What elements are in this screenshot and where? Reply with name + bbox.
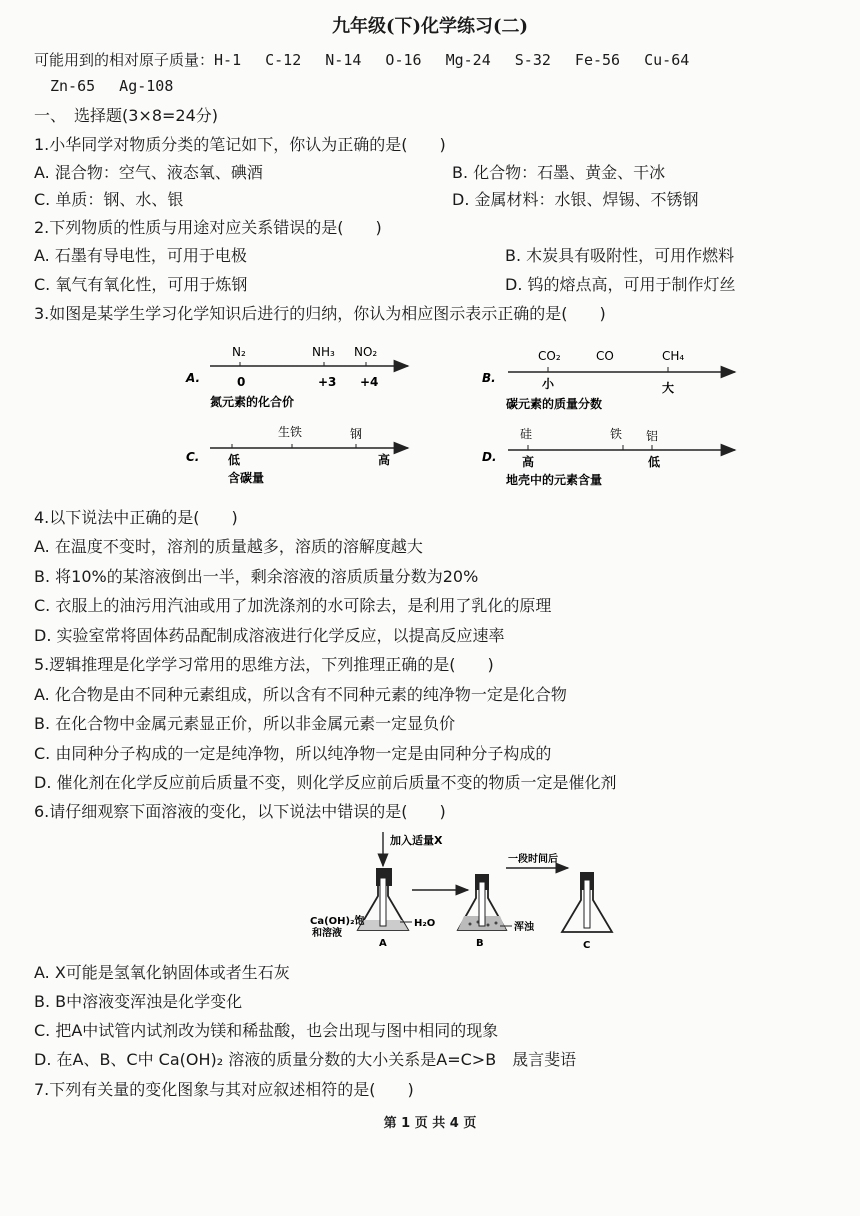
q1-option-b: B. 化合物：石墨、黄金、干冰 [452, 163, 666, 182]
add-reagent-label: 加入适量X [390, 834, 443, 847]
q4-option-d: D. 实验室常将固体药品配制成溶液进行化学反应，以提高反应速率 [34, 626, 505, 645]
q2-option-b: B. 木炭具有吸附性，可用作燃料 [505, 246, 735, 265]
time-label: 一段时间后 [508, 854, 558, 865]
fig-d-top-label: 铝 [646, 429, 659, 443]
fig-c-bottom-label: 高 [378, 453, 391, 467]
flask-b-label: B [476, 938, 484, 949]
q5-option-c: C. 由同种分子构成的一定是纯净物，所以纯净物一定是由同种分子构成的 [34, 744, 552, 763]
q1-option-a: A. 混合物：空气、液态氧、碘酒 [34, 163, 263, 182]
fig-d-top-label: 硅 [520, 427, 533, 441]
fig-d-bottom-label: 高 [522, 455, 535, 469]
q2-option-a: A. 石墨有导电性，可用于电极 [34, 246, 247, 265]
fig-c-letter: C. [186, 450, 200, 464]
q5-option-a: A. 化合物是由不同种元素组成，所以含有不同种元素的纯净物一定是化合物 [34, 685, 567, 704]
fig-a-top-label: NH₃ [312, 345, 335, 359]
flask-a-label: A [379, 938, 387, 949]
q6-option-c: C. 把A中试管内试剂改为镁和稀盐酸，也会出现与图中相同的现象 [34, 1021, 499, 1040]
q1-option-d: D. 金属材料：水银、焊锡、不锈钢 [452, 190, 699, 209]
fig-a-bottom-label: 0 [237, 375, 246, 389]
fig-a-caption: 氮元素的化合价 [210, 395, 295, 409]
fig-a-letter: A. [186, 371, 201, 385]
q6-option-d: D. 在A、B、C中 Ca(OH)₂ 溶液的质量分数的大小关系是A=C>B 晟言斐语 [34, 1050, 577, 1069]
flask-a [358, 868, 408, 949]
fig-b-top-label: CO [596, 349, 614, 363]
flask-c-label: C [583, 940, 591, 951]
fig-d-letter: D. [482, 450, 497, 464]
atomic-mass-line-1: 可能用到的相对原子质量：H-1 C-12 N-14 O-16 Mg-24 S-32 Fe-56 Cu-64 [34, 51, 690, 69]
fig-b-top-label: CH₄ [662, 349, 685, 363]
flask-b [458, 874, 506, 949]
fig-a-top-label: NO₂ [354, 345, 378, 359]
fig-d-bottom-label: 低 [648, 455, 661, 469]
fig-c-caption: 含碳量 [228, 471, 265, 485]
fig-b-letter: B. [482, 371, 496, 385]
q5-option-b: B. 在化合物中金属元素显正价，所以非金属元素一定显负价 [34, 714, 456, 733]
fig-c-top-label: 生铁 [278, 425, 303, 439]
q3-figure-c [186, 424, 408, 485]
fig-b-bottom-label: 大 [662, 381, 675, 395]
solution-label: 和溶液 [312, 928, 342, 939]
q3-figure-b [482, 349, 735, 411]
q5-option-d: D. 催化剂在化学反应前后质量不变，则化学反应前后质量不变的物质一定是催化剂 [34, 773, 617, 792]
q6-stem: 6.请仔细观察下面溶液的变化，以下说法中错误的是( ) [34, 802, 446, 821]
q3-figure-d [482, 426, 735, 486]
q2-option-c: C. 氧气有氧化性，可用于炼钢 [34, 275, 248, 294]
flask-c [562, 872, 612, 951]
fig-b-caption: 碳元素的质量分数 [506, 397, 603, 411]
flask-a-test-tube [380, 878, 386, 926]
atomic-mass-line-2: Zn-65 Ag-108 [50, 77, 174, 95]
fig-a-bottom-label: +4 [360, 375, 379, 389]
q5-stem: 5.逻辑推理是化学学习常用的思维方法，下列推理正确的是( ) [34, 655, 494, 674]
page-title: 九年级(下)化学练习(二) [331, 16, 529, 37]
q7-stem: 7.下列有关量的变化图象与其对应叙述相符的是( ) [34, 1080, 414, 1099]
page-footer: 第 1 页 共 4 页 [383, 1116, 477, 1131]
turbid-label: 浑浊 [514, 922, 534, 933]
q1-option-c: C. 单质：钢、水、银 [34, 190, 184, 209]
fig-c-top-label: 钢 [350, 427, 363, 441]
q4-option-b: B. 将10%的某溶液倒出一半，剩余溶液的溶质质量分数为20% [34, 567, 479, 586]
q2-option-d: D. 钨的熔点高，可用于制作灯丝 [505, 275, 736, 294]
fig-b-top-label: CO₂ [538, 349, 561, 363]
q4-option-a: A. 在温度不变时，溶剂的质量越多，溶质的溶解度越大 [34, 537, 423, 556]
fig-d-caption: 地壳中的元素含量 [506, 473, 603, 486]
fig-a-bottom-label: +3 [318, 375, 337, 389]
fig-d-top-label: 铁 [610, 427, 623, 441]
q4-stem: 4.以下说法中正确的是( ) [34, 508, 238, 527]
q6-option-a: A. X可能是氢氧化钠固体或者生石灰 [34, 963, 290, 982]
q3-figure [180, 336, 780, 486]
water-label: H₂O [414, 918, 436, 929]
q1-stem: 1.小华同学对物质分类的笔记如下，你认为正确的是( ) [34, 135, 446, 154]
q2-stem: 2.下列物质的性质与用途对应关系错误的是( ) [34, 218, 382, 237]
q3-stem: 3.如图是某学生学习化学知识后进行的归纳，你认为相应图示表示正确的是( ) [34, 304, 606, 323]
q3-figure-a [185, 345, 408, 409]
section-heading: 一、 选择题(3×8=24分) [34, 106, 219, 125]
q6-option-b: B. B中溶液变浑浊是化学变化 [34, 992, 243, 1011]
q4-option-c: C. 衣服上的油污用汽油或用了加洗涤剂的水可除去，是利用了乳化的原理 [34, 596, 552, 615]
fig-b-bottom-label: 小 [542, 377, 555, 391]
fig-a-top-label: N₂ [232, 345, 246, 359]
solution-label: Ca(OH)₂饱 [310, 916, 365, 927]
fig-c-bottom-label: 低 [228, 453, 241, 467]
q6-figure [300, 828, 630, 958]
